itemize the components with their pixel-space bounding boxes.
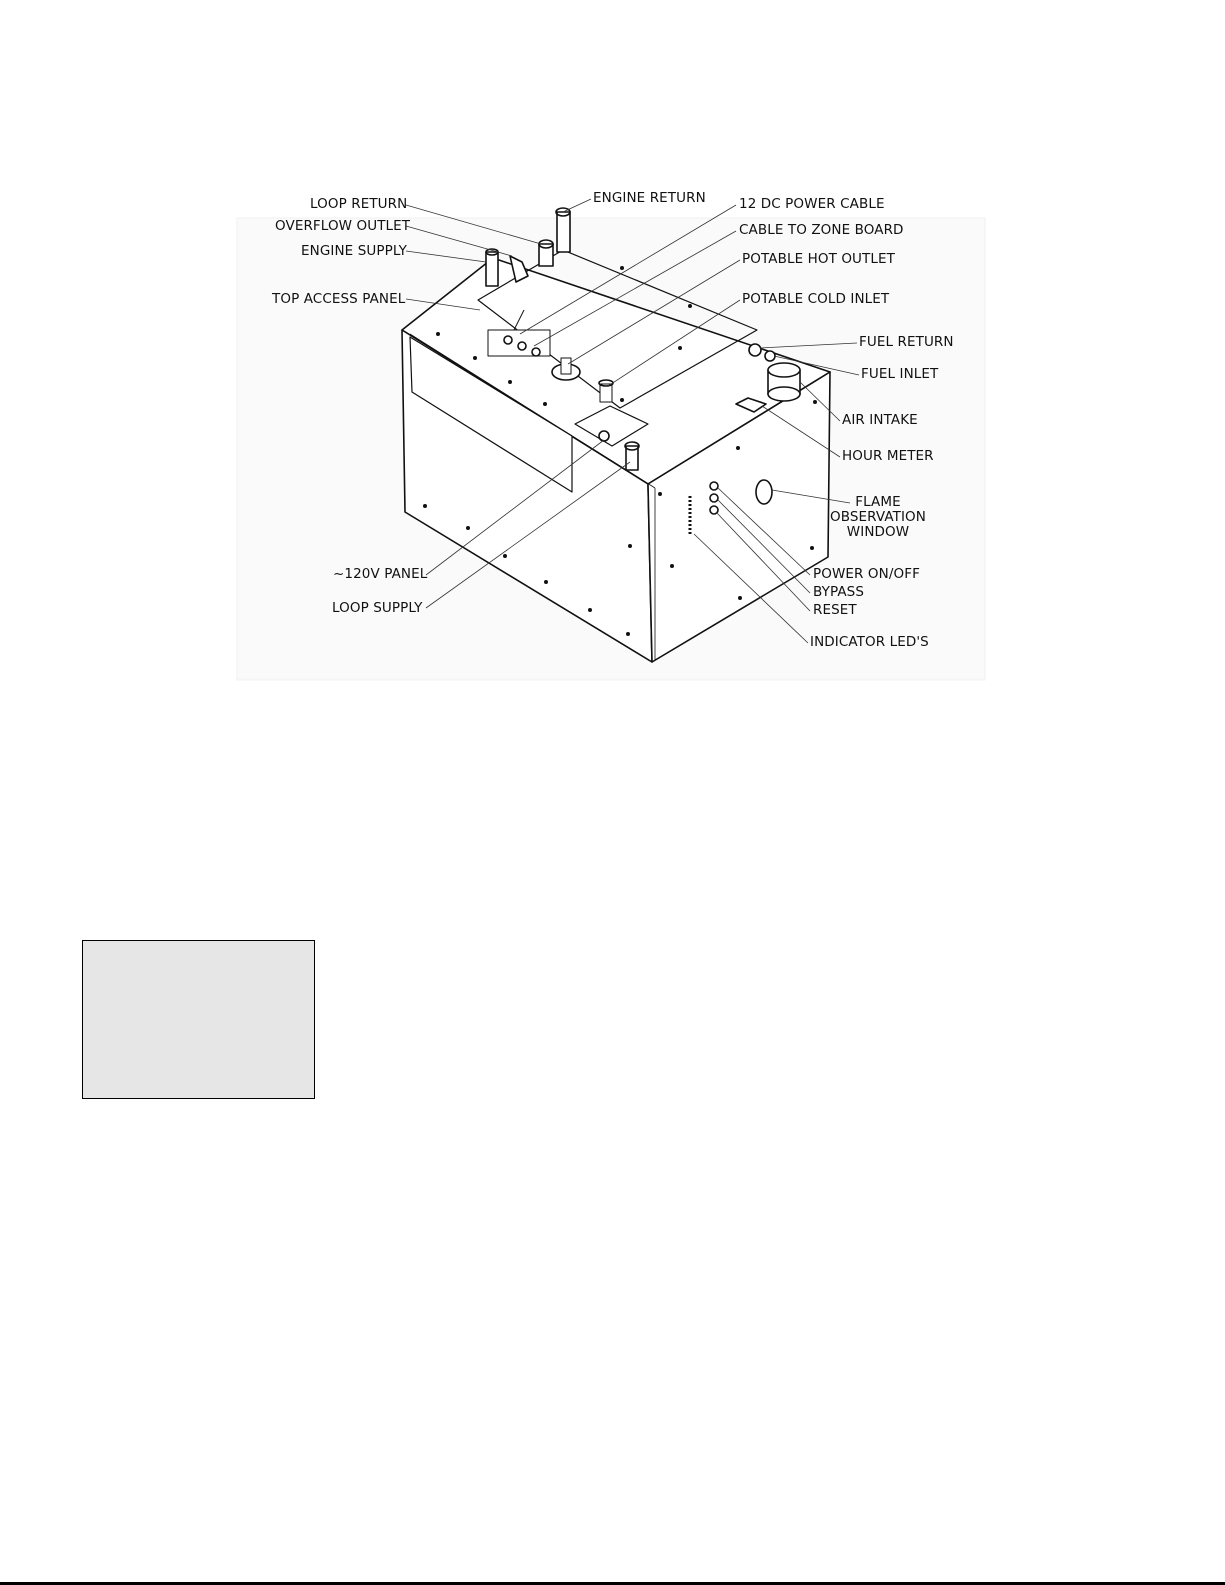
label-flame-observation-window	[826, 495, 930, 540]
flame-observation-window	[756, 480, 772, 504]
label-12dc-power-cable: 12 DC POWER CABLE	[739, 196, 885, 212]
label-power-on-off: POWER ON/OFF	[813, 566, 920, 582]
label-indicator-leds: INDICATOR LED'S	[810, 634, 929, 650]
label-overflow-outlet: OVERFLOW OUTLET	[275, 218, 411, 234]
fuel-return-fitting	[749, 344, 761, 356]
label-potable-hot-outlet: POTABLE HOT OUTLET	[742, 251, 895, 267]
label-flame-line-1: FLAME	[855, 494, 901, 510]
engine-supply-pipe	[486, 252, 498, 286]
label-120v-panel: ~120V PANEL	[333, 566, 428, 582]
label-air-intake: AIR INTAKE	[842, 412, 918, 428]
label-fuel-inlet: FUEL INLET	[861, 366, 939, 382]
label-flame-line-2: OBSERVATION	[829, 509, 926, 525]
label-fuel-return: FUEL RETURN	[859, 334, 954, 350]
engine-return-pipe	[557, 212, 570, 252]
label-engine-return: ENGINE RETURN	[593, 190, 706, 206]
label-loop-supply: LOOP SUPPLY	[332, 600, 423, 616]
label-loop-return: LOOP RETURN	[310, 196, 408, 212]
label-reset: RESET	[813, 602, 857, 618]
fuel-inlet-fitting	[765, 351, 775, 361]
label-hour-meter: HOUR METER	[842, 448, 934, 464]
label-cable-to-zone-board: CABLE TO ZONE BOARD	[739, 222, 904, 238]
grey-note-box	[82, 940, 315, 1099]
label-flame-line-3: WINDOW	[846, 524, 910, 540]
label-bypass: BYPASS	[813, 584, 865, 600]
label-top-access-panel: TOP ACCESS PANEL	[272, 291, 406, 307]
heater-isometric-diagram	[0, 0, 1225, 700]
label-potable-cold-inlet: POTABLE COLD INLET	[742, 291, 890, 307]
label-engine-supply: ENGINE SUPPLY	[301, 243, 407, 259]
